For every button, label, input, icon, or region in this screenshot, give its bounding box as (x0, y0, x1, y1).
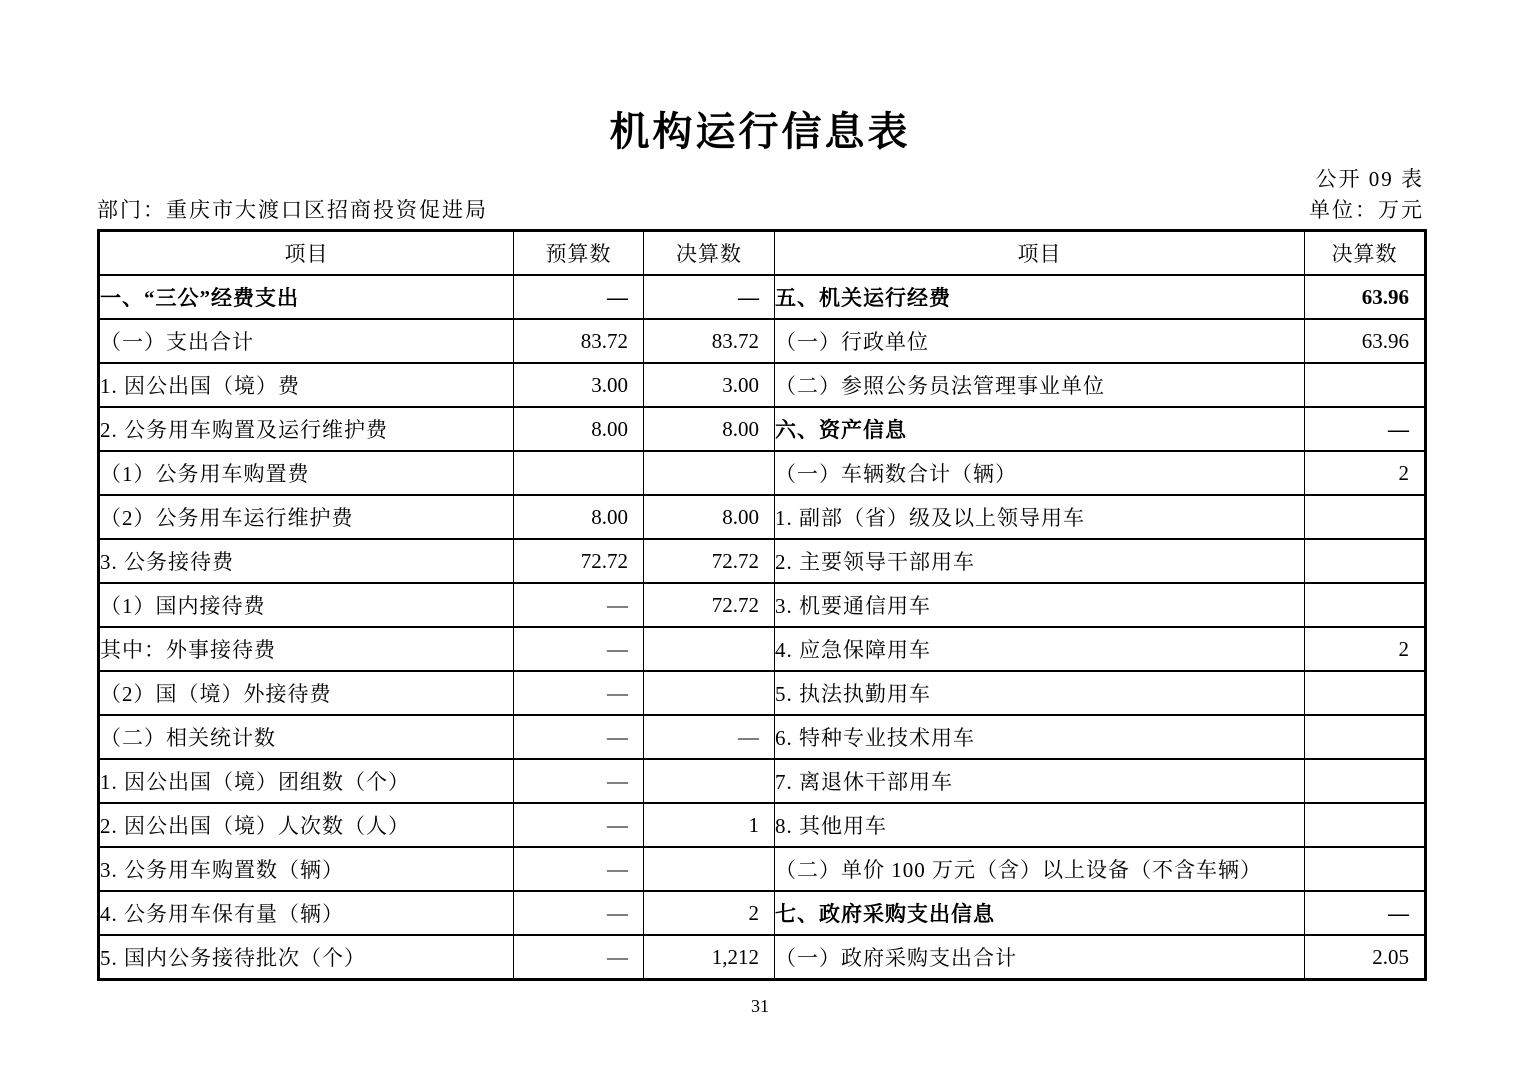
right-final-value-cell (1305, 495, 1426, 539)
right-final-value-cell: 2 (1305, 451, 1426, 495)
budget-value-cell: 8.00 (514, 407, 644, 451)
budget-value-cell: 83.72 (514, 319, 644, 363)
left-item-cell: （2）公务用车运行维护费 (99, 495, 514, 539)
left-item-cell: （一）支出合计 (99, 319, 514, 363)
left-item-cell: （1）公务用车购置费 (99, 451, 514, 495)
page-number: 31 (751, 996, 769, 1016)
table-row (99, 803, 1426, 847)
final-value-cell: 72.72 (644, 539, 775, 583)
right-final-value-cell (1305, 539, 1426, 583)
final-value-cell: 1,212 (644, 935, 775, 980)
budget-value-cell: — (514, 627, 644, 671)
left-item-cell: 3. 公务接待费 (99, 539, 514, 583)
right-final-value-cell (1305, 803, 1426, 847)
right-item-cell: 五、机关运行经费 (775, 275, 1305, 319)
right-final-value-cell: — (1305, 407, 1426, 451)
final-value-cell: 8.00 (644, 495, 775, 539)
table-row (99, 275, 1426, 319)
left-item-cell: 1. 因公出国（境）团组数（个） (99, 759, 514, 803)
table-row (99, 319, 1426, 363)
department-label: 部门：重庆市大渡口区招商投资促进局 (97, 198, 488, 222)
unit-label: 单位：万元 (1309, 198, 1424, 222)
right-final-value-cell (1305, 363, 1426, 407)
final-value-cell: 3.00 (644, 363, 775, 407)
right-final-value-cell (1305, 715, 1426, 759)
table-row (99, 495, 1426, 539)
right-item-cell: （一）行政单位 (775, 319, 1305, 363)
right-final-value-cell: 63.96 (1305, 319, 1426, 363)
left-item-cell: （2）国（境）外接待费 (99, 671, 514, 715)
page-title: 机构运行信息表 (609, 110, 911, 154)
right-final-value-cell: — (1305, 891, 1426, 935)
table-header-row (99, 231, 1426, 276)
right-item-cell: 七、政府采购支出信息 (775, 891, 1305, 935)
table-row (99, 363, 1426, 407)
budget-value-cell: 3.00 (514, 363, 644, 407)
final-value-cell (644, 627, 775, 671)
left-item-cell: 1. 因公出国（境）费 (99, 363, 514, 407)
right-item-cell: 6. 特种专业技术用车 (775, 715, 1305, 759)
table-row (99, 891, 1426, 935)
final-value-cell (644, 847, 775, 891)
table-row (99, 583, 1426, 627)
left-item-cell: （二）相关统计数 (99, 715, 514, 759)
table-row (99, 407, 1426, 451)
final-value-cell: 8.00 (644, 407, 775, 451)
right-final-value-cell (1305, 583, 1426, 627)
budget-value-cell: 8.00 (514, 495, 644, 539)
budget-value-cell: — (514, 583, 644, 627)
budget-value-cell: — (514, 671, 644, 715)
right-item-cell: （二）单价 100 万元（含）以上设备（不含车辆） (775, 847, 1305, 891)
budget-value-cell: — (514, 275, 644, 319)
operation-info-table (97, 229, 1427, 981)
budget-value-cell: — (514, 803, 644, 847)
right-item-cell: 7. 离退休干部用车 (775, 759, 1305, 803)
budget-value-cell: — (514, 715, 644, 759)
left-item-cell: 3. 公务用车购置数（辆） (99, 847, 514, 891)
form-code-label: 公开 09 表 (1315, 167, 1424, 191)
col-header-budget: 预算数 (514, 231, 644, 276)
table-row (99, 715, 1426, 759)
left-item-cell: 2. 因公出国（境）人次数（人） (99, 803, 514, 847)
final-value-cell: 1 (644, 803, 775, 847)
right-item-cell: （一）车辆数合计（辆） (775, 451, 1305, 495)
budget-value-cell: — (514, 935, 644, 980)
right-final-value-cell: 2 (1305, 627, 1426, 671)
final-value-cell: — (644, 275, 775, 319)
final-value-cell (644, 451, 775, 495)
left-item-cell: 5. 国内公务接待批次（个） (99, 935, 514, 980)
left-item-cell: 2. 公务用车购置及运行维护费 (99, 407, 514, 451)
col-header-left-item: 项目 (99, 231, 514, 276)
col-header-final: 决算数 (644, 231, 775, 276)
table-row (99, 759, 1426, 803)
left-item-cell: 一、“三公”经费支出 (99, 275, 514, 319)
right-final-value-cell: 2.05 (1305, 935, 1426, 980)
right-item-cell: （一）政府采购支出合计 (775, 935, 1305, 980)
right-item-cell: 2. 主要领导干部用车 (775, 539, 1305, 583)
right-item-cell: 六、资产信息 (775, 407, 1305, 451)
right-item-cell: （二）参照公务员法管理事业单位 (775, 363, 1305, 407)
final-value-cell: 72.72 (644, 583, 775, 627)
final-value-cell: 83.72 (644, 319, 775, 363)
right-final-value-cell (1305, 847, 1426, 891)
final-value-cell: 2 (644, 891, 775, 935)
col-header-right-item: 项目 (775, 231, 1305, 276)
table-row (99, 671, 1426, 715)
right-item-cell: 5. 执法执勤用车 (775, 671, 1305, 715)
final-value-cell (644, 671, 775, 715)
col-header-right-final: 决算数 (1305, 231, 1426, 276)
budget-value-cell: — (514, 891, 644, 935)
meta-row (97, 194, 1424, 224)
right-item-cell: 1. 副部（省）级及以上领导用车 (775, 495, 1305, 539)
budget-value-cell: — (514, 759, 644, 803)
table-row (99, 847, 1426, 891)
right-item-cell: 3. 机要通信用车 (775, 583, 1305, 627)
budget-value-cell (514, 451, 644, 495)
budget-value-cell: 72.72 (514, 539, 644, 583)
final-value-cell (644, 759, 775, 803)
right-item-cell: 4. 应急保障用车 (775, 627, 1305, 671)
right-final-value-cell (1305, 671, 1426, 715)
left-item-cell: 4. 公务用车保有量（辆） (99, 891, 514, 935)
left-item-cell: （1）国内接待费 (99, 583, 514, 627)
right-final-value-cell: 63.96 (1305, 275, 1426, 319)
left-item-cell: 其中：外事接待费 (99, 627, 514, 671)
budget-value-cell: — (514, 847, 644, 891)
table-row (99, 935, 1426, 980)
table-row (99, 451, 1426, 495)
right-final-value-cell (1305, 759, 1426, 803)
table-row (99, 627, 1426, 671)
right-item-cell: 8. 其他用车 (775, 803, 1305, 847)
table-row (99, 539, 1426, 583)
final-value-cell: — (644, 715, 775, 759)
